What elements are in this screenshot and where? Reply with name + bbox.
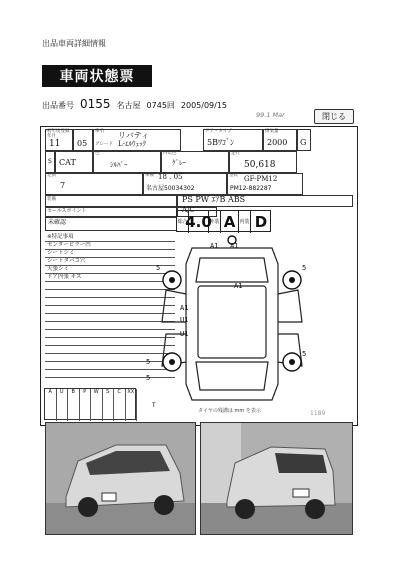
- damage-diagram: [146, 234, 312, 409]
- note-item: シートシミ: [47, 250, 75, 256]
- year-value: 11: [49, 139, 61, 149]
- interior-color: ｸﾞﾚｰ: [172, 159, 186, 167]
- checklist-cell: A: [45, 389, 57, 421]
- checklist-cell: P: [80, 389, 92, 421]
- car-front-image-icon: [46, 423, 195, 534]
- page-code: 1189: [310, 410, 326, 417]
- lot-label: 出品番号: [42, 101, 74, 110]
- equipment-cell: [177, 195, 353, 207]
- year-cell: 初年度登録年月 11: [45, 129, 73, 151]
- venue: 名古屋: [116, 101, 141, 110]
- damage-mark: U1: [180, 316, 189, 324]
- model-cell: 型式 GF-PM12 PM12-882287: [227, 173, 303, 195]
- tire-depth: 5: [302, 264, 307, 272]
- chassis: PM12-882287: [230, 185, 272, 192]
- car-outline-icon: [152, 234, 312, 406]
- handwritten-note: 99.1 Mar: [256, 111, 285, 119]
- note-item: 天張シミ: [47, 266, 70, 272]
- score-table: [176, 210, 271, 232]
- car-name-cell: 車名 リバティ グレード L-ｴﾙｳｪｯｸ: [93, 129, 181, 151]
- model: GF-PM12: [244, 175, 278, 183]
- exterior-score: A: [221, 211, 239, 233]
- car-photo-front[interactable]: [45, 422, 196, 535]
- note-item: シートタバコ穴: [47, 258, 86, 264]
- shift-cell: [45, 151, 55, 173]
- interior-label: 内装: [239, 211, 251, 233]
- note-item: ドア内張 キズ: [47, 274, 82, 280]
- aircon-cell: [55, 151, 93, 173]
- tire-t-mark: T: [152, 402, 156, 409]
- mileage: 50,618: [244, 160, 276, 170]
- auction-date: 2005/09/15: [180, 101, 228, 110]
- door-type-cell: ドア・タイプ 5Bﾜｺﾞﾝ: [203, 129, 263, 151]
- grade: L-ｴﾙｳｪｯｸ: [118, 140, 147, 148]
- tire-depth: 5: [156, 264, 161, 272]
- month-cell: [73, 129, 93, 151]
- ac: A/C: [182, 206, 195, 214]
- displacement: 2000: [267, 138, 288, 147]
- sales-point: 未確認: [48, 219, 67, 226]
- aircon: CAT: [59, 158, 76, 167]
- tire-note: タイヤの残溝は mm を表示: [198, 408, 261, 414]
- color: ｼﾙﾊﾞｰ: [110, 161, 128, 169]
- fuel-cell: [297, 129, 311, 151]
- checklist-cell: C: [114, 389, 126, 421]
- inspection: 18 . 05: [158, 173, 183, 181]
- damage-mark: A1: [234, 282, 243, 290]
- page-header: 出品車両詳細情報: [42, 39, 106, 48]
- lot-info: [42, 97, 227, 111]
- tire-depth: 5: [146, 374, 151, 382]
- total-score: 4.0: [185, 213, 212, 231]
- equip-label-cell: 装備: [45, 195, 177, 207]
- total-label: 総合: [177, 211, 189, 233]
- door-type: 5Bﾜｺﾞﾝ: [207, 138, 234, 147]
- note-item: センターピラー凹: [47, 242, 91, 248]
- checklist-row: [44, 388, 136, 420]
- color-cell: 色 ｼﾙﾊﾞｰ: [93, 151, 161, 173]
- sales-point-header: セールスポイント: [45, 207, 177, 217]
- car-name: リバティ: [118, 131, 150, 140]
- inspection-cell: 車検 18 . 05 名古屋50034302: [143, 173, 227, 195]
- checklist-cell: B: [68, 389, 80, 421]
- checklist-cell: U: [57, 389, 69, 421]
- capacity-cell: 定員 7: [45, 173, 143, 195]
- tire-depth: 5: [146, 358, 151, 366]
- capacity: 7: [60, 181, 66, 190]
- notes-heading: ※特記事項: [47, 234, 74, 240]
- interior-color-cell: 内装色 ｸﾞﾚｰ: [161, 151, 229, 173]
- damage-mark: A1: [180, 304, 189, 312]
- car-photo-rear[interactable]: [200, 422, 353, 535]
- mileage-cell: 走行 50,618: [229, 151, 297, 173]
- lot-number: 0155: [80, 97, 111, 111]
- checklist-cell: XX: [126, 389, 138, 421]
- displacement-cell: 排気量 2000: [263, 129, 297, 151]
- equipment: PS PW ｴｱB ABS: [182, 195, 246, 204]
- plate: 名古屋50034302: [146, 185, 195, 192]
- close-button[interactable]: 閉じる: [314, 109, 354, 124]
- damage-mark: U1: [180, 330, 189, 338]
- session: 0745回: [146, 101, 175, 110]
- month-value: 05: [77, 139, 88, 148]
- damage-mark: A1: [210, 242, 219, 250]
- tire-depth: 5: [302, 350, 307, 358]
- checklist-cell: W: [91, 389, 103, 421]
- sales-point-cell: [45, 217, 177, 231]
- checklist-cell: S: [103, 389, 115, 421]
- interior-score: D: [254, 213, 268, 231]
- car-rear-image-icon: [201, 423, 352, 534]
- fuel: G: [300, 138, 307, 147]
- sheet-banner: 車両状態票: [42, 65, 152, 87]
- shift: S: [48, 158, 52, 165]
- exterior-label: 外装: [209, 211, 221, 233]
- damage-mark: A1: [230, 242, 239, 250]
